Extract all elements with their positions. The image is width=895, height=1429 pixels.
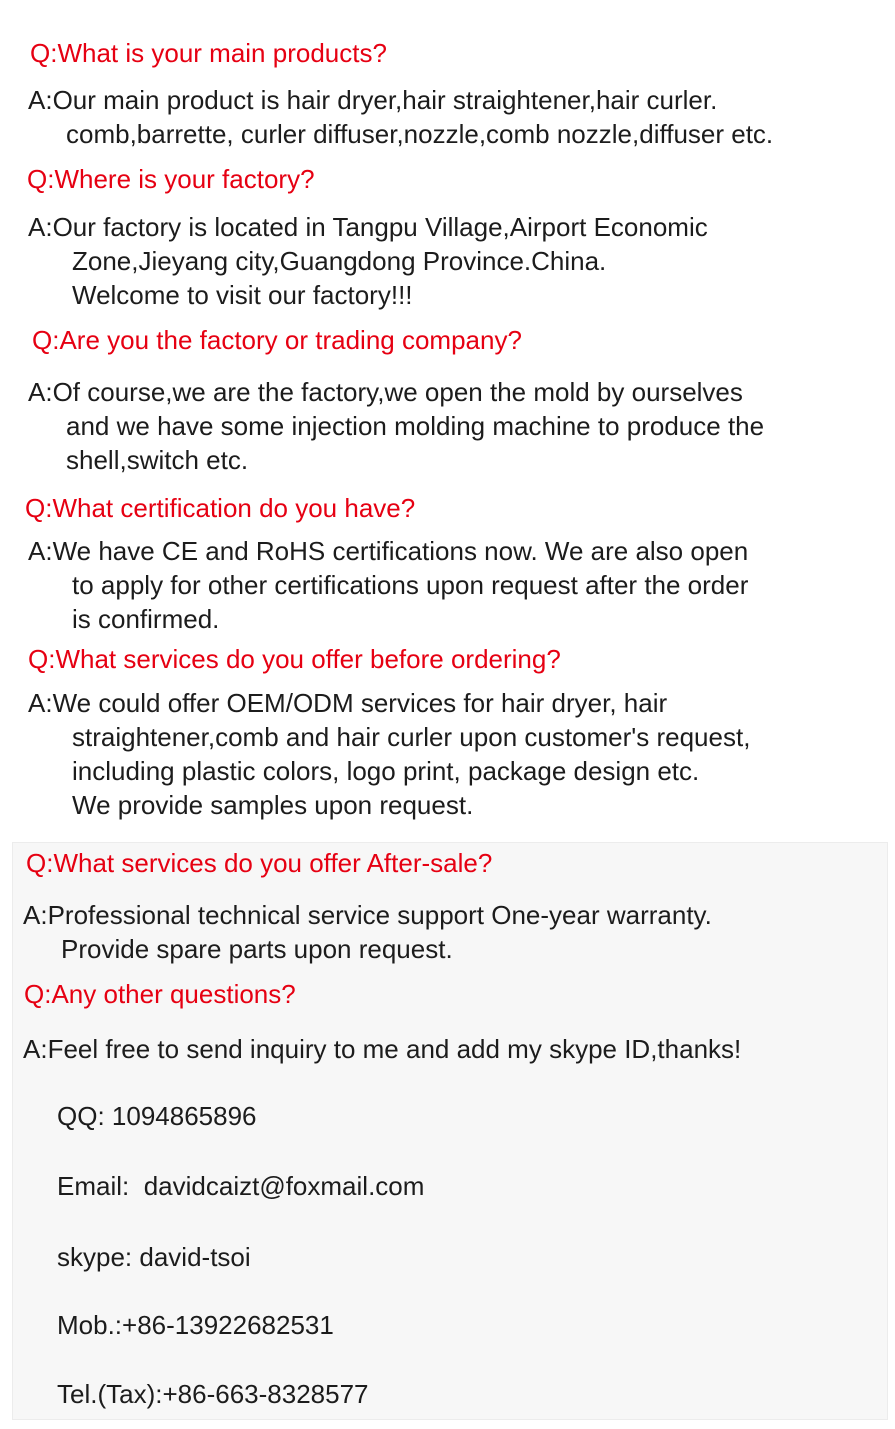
answer-prefix: A: xyxy=(28,377,53,407)
faq-answer-1 xyxy=(28,83,773,151)
question-text: Any other questions? xyxy=(51,979,296,1009)
answer-line: We provide samples upon request. xyxy=(72,790,474,820)
answer-line: Provide spare parts upon request. xyxy=(61,934,453,964)
question-text: What services do you offer After-sale? xyxy=(53,848,493,878)
faq-answer-7 xyxy=(23,1032,741,1066)
answer-line: A:Professional technical service support One-year warranty. xyxy=(23,900,712,930)
contact-label: QQ: xyxy=(57,1101,105,1131)
answer-prefix: A: xyxy=(23,900,48,930)
faq-answer-6 xyxy=(23,898,712,966)
contact-value: david-tsoi xyxy=(139,1242,251,1272)
answer-prefix: A: xyxy=(28,536,53,566)
answer-line: A:Our main product is hair dryer,hair straightener,hair curler. xyxy=(28,85,718,115)
answer-prefix: A: xyxy=(28,688,53,718)
answer-line: shell,switch etc. xyxy=(66,445,249,475)
contact-qq xyxy=(57,1099,257,1133)
question-prefix: Q: xyxy=(32,325,60,355)
question-text: What services do you offer before ordering? xyxy=(55,644,561,674)
faq-answer-3 xyxy=(28,375,764,477)
question-prefix: Q: xyxy=(25,493,53,523)
question-text: What is your main products? xyxy=(57,38,387,68)
answer-line: A:Our factory is located in Tangpu Village,Airport Economic xyxy=(28,212,708,242)
answer-line: A:We could offer OEM/ODM services for hair dryer, hair xyxy=(28,688,668,718)
answer-line: to apply for other certifications upon request after the order xyxy=(72,570,749,600)
answer-prefix: A: xyxy=(23,1034,48,1064)
contact-label: Tel.(Tax): xyxy=(57,1379,163,1409)
contact-mobile xyxy=(57,1308,334,1342)
contact-value: +86-663-8328577 xyxy=(162,1379,369,1409)
faq-answer-5 xyxy=(28,686,750,822)
question-prefix: Q: xyxy=(28,644,56,674)
answer-prefix: A: xyxy=(28,85,53,115)
answer-line: and we have some injection molding machine to produce the xyxy=(66,411,765,441)
faq-answer-2 xyxy=(28,210,708,312)
question-prefix: Q: xyxy=(27,164,55,194)
contact-email xyxy=(57,1169,424,1203)
answer-line: A:Of course,we are the factory,we open the mold by ourselves xyxy=(28,377,743,407)
answer-line: is confirmed. xyxy=(72,604,220,634)
faq-question-3 xyxy=(32,323,522,357)
answer-line: Welcome to visit our factory!!! xyxy=(72,280,413,310)
question-prefix: Q: xyxy=(30,38,58,68)
contact-skype xyxy=(57,1240,251,1274)
answer-line: Zone,Jieyang city,Guangdong Province.China. xyxy=(72,246,607,276)
answer-line: straightener,comb and hair curler upon customer's request, xyxy=(72,722,751,752)
contact-label: Mob.: xyxy=(57,1310,123,1340)
contact-value: 1094865896 xyxy=(111,1101,257,1131)
question-prefix: Q: xyxy=(24,979,52,1009)
question-text: Where is your factory? xyxy=(54,164,315,194)
answer-line: comb,barrette, curler diffuser,nozzle,comb nozzle,diffuser etc. xyxy=(66,119,774,149)
contact-tel xyxy=(57,1377,369,1411)
answer-line: A:Feel free to send inquiry to me and add my skype ID,thanks! xyxy=(23,1034,742,1064)
faq-question-5 xyxy=(28,642,561,676)
faq-question-6 xyxy=(26,846,492,880)
faq-question-4 xyxy=(25,491,415,525)
faq-question-2 xyxy=(27,162,315,196)
contact-label: Email: xyxy=(57,1171,130,1201)
question-text: Are you the factory or trading company? xyxy=(59,325,522,355)
contact-label: skype: xyxy=(57,1242,133,1272)
contact-value: +86-13922682531 xyxy=(122,1310,334,1340)
contact-value: davidcaizt@foxmail.com xyxy=(143,1171,425,1201)
answer-prefix: A: xyxy=(28,212,53,242)
answer-line: A:We have CE and RoHS certifications now. We are also open xyxy=(28,536,749,566)
question-text: What certification do you have? xyxy=(52,493,416,523)
answer-line: including plastic colors, logo print, package design etc. xyxy=(72,756,700,786)
question-prefix: Q: xyxy=(26,848,54,878)
faq-question-7 xyxy=(24,977,296,1011)
faq-question-1 xyxy=(30,36,387,70)
faq-answer-4 xyxy=(28,534,748,636)
